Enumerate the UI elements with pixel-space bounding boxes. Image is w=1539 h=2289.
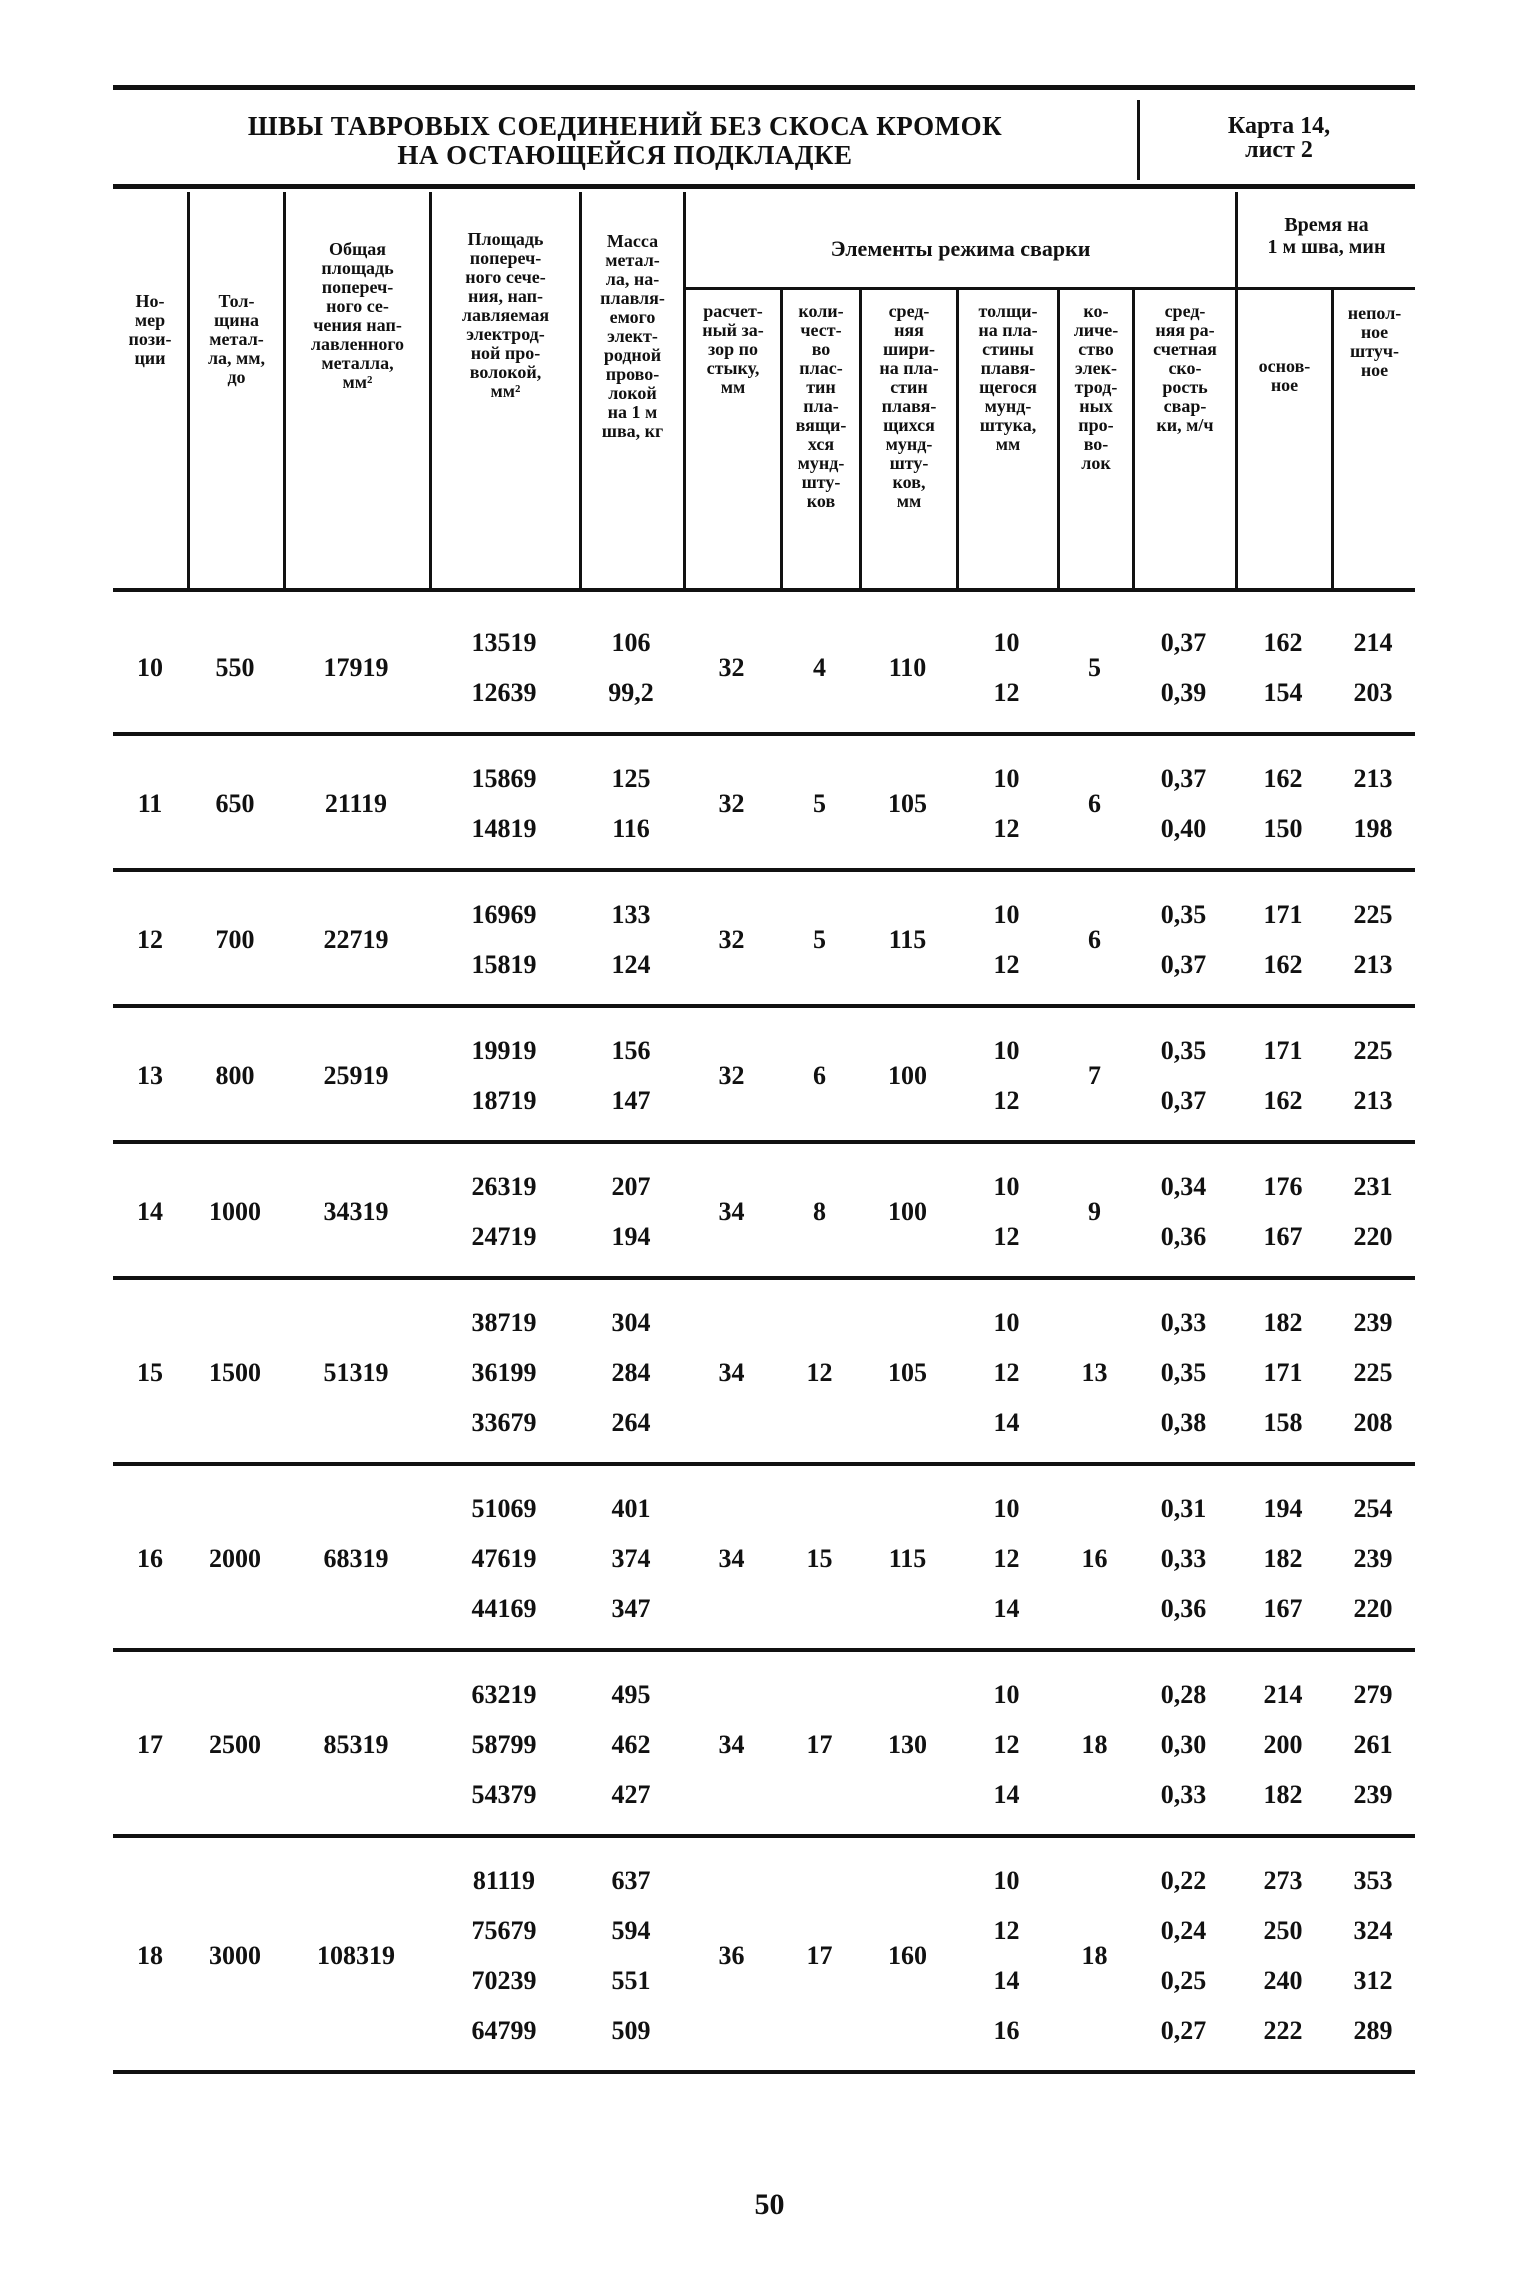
cell-tpiece: 213	[1353, 1086, 1393, 1115]
cell-total: 51319	[323, 1358, 389, 1387]
cell-mass: 106	[611, 628, 651, 657]
cell-thick: 700	[215, 925, 255, 954]
cell-pthick: 10	[993, 1494, 1020, 1523]
cell-gap: 34	[718, 1358, 745, 1387]
cell-mass: 594	[611, 1916, 651, 1945]
table-row	[113, 872, 1415, 1008]
header-mass: Масса метал- ла, на- плавля- емого элект- родной прово- локой на 1 м шва, кг	[600, 232, 665, 441]
cell-wires: 6	[1088, 925, 1101, 954]
cell-area: 18719	[471, 1086, 537, 1115]
cell-pthick: 12	[993, 1730, 1020, 1759]
table-row	[113, 1838, 1415, 2074]
cell-area: 38719	[471, 1308, 537, 1337]
cell-tmain: 222	[1263, 2016, 1303, 2045]
cell-tpiece: 213	[1353, 764, 1393, 793]
header-plate-thickness: толщи- на пла- стины плавя- щегося мунд- штука, мм	[978, 302, 1038, 454]
cell-pthick: 10	[993, 1172, 1020, 1201]
cell-speed: 0,24	[1160, 1916, 1207, 1945]
cell-wires: 18	[1081, 1941, 1108, 1970]
cell-total: 85319	[323, 1730, 389, 1759]
cell-tmain: 240	[1263, 1966, 1303, 1995]
cell-width: 160	[888, 1941, 927, 1970]
title-line-1: ШВЫ ТАВРОВЫХ СОЕДИНЕНИЙ БЕЗ СКОСА КРОМОК	[247, 111, 1003, 141]
cell-pthick: 16	[993, 2016, 1020, 2045]
cell-wires: 18	[1081, 1730, 1108, 1759]
cell-width: 100	[888, 1197, 927, 1226]
header-speed: сред- няя ра- счетная ско- рость свар- ки, м/ч	[1153, 302, 1217, 435]
cell-tpiece: 208	[1353, 1408, 1393, 1437]
cell-tpiece: 220	[1353, 1594, 1393, 1623]
cell-pthick: 14	[993, 1966, 1020, 1995]
cell-tpiece: 214	[1353, 628, 1393, 657]
cell-plates: 8	[813, 1197, 826, 1226]
cell-area: 81119	[472, 1866, 536, 1895]
cell-pos: 18	[137, 1941, 163, 1970]
cell-tmain: 171	[1263, 1358, 1303, 1387]
cell-speed: 0,37	[1160, 950, 1207, 979]
cell-tmain: 162	[1263, 950, 1303, 979]
cell-total: 34319	[323, 1197, 389, 1226]
cell-pthick: 10	[993, 1308, 1020, 1337]
cell-mass: 284	[611, 1358, 651, 1387]
cell-width: 115	[888, 925, 927, 954]
table-row	[113, 736, 1415, 872]
cell-tpiece: 213	[1353, 950, 1393, 979]
cell-speed: 0,37	[1160, 1086, 1207, 1115]
cell-mass: 462	[611, 1730, 651, 1759]
cell-gap: 34	[718, 1730, 745, 1759]
cell-tpiece: 225	[1353, 1036, 1393, 1065]
cell-total: 21119	[324, 789, 388, 818]
cell-pthick: 12	[993, 1358, 1020, 1387]
cell-area: 70239	[471, 1966, 537, 1995]
cell-tmain: 214	[1263, 1680, 1303, 1709]
cell-area: 15869	[471, 764, 537, 793]
cell-tpiece: 312	[1353, 1966, 1393, 1995]
cell-gap: 34	[718, 1197, 745, 1226]
cell-gap: 36	[718, 1941, 745, 1970]
cell-gap: 32	[718, 789, 745, 818]
cell-tmain: 176	[1263, 1172, 1303, 1201]
cell-area: 75679	[471, 1916, 537, 1945]
cell-tmain: 154	[1263, 678, 1303, 707]
cell-mass: 207	[611, 1172, 651, 1201]
cell-area: 14819	[471, 814, 537, 843]
cell-tmain: 171	[1263, 1036, 1303, 1065]
cell-tpiece: 198	[1353, 814, 1393, 843]
cell-width: 110	[888, 653, 927, 682]
cell-gap: 34	[718, 1544, 745, 1573]
cell-plates: 5	[813, 925, 826, 954]
cell-thick: 550	[215, 653, 255, 682]
cell-tmain: 167	[1263, 1222, 1303, 1251]
cell-mass: 133	[611, 900, 651, 929]
cell-plates: 6	[813, 1061, 826, 1090]
cell-pos: 16	[137, 1544, 163, 1573]
table-row	[113, 1652, 1415, 1838]
cell-mass: 116	[612, 814, 650, 843]
cell-wires: 7	[1088, 1061, 1101, 1090]
cell-speed: 0,27	[1160, 2016, 1207, 2045]
cell-thick: 3000	[209, 1941, 261, 1970]
cell-area: 47619	[471, 1544, 537, 1573]
card-reference	[1143, 100, 1415, 180]
cell-pthick: 10	[993, 900, 1020, 929]
cell-area: 15819	[471, 950, 537, 979]
card-number: Карта 14,	[1227, 113, 1331, 139]
cell-mass: 125	[611, 764, 651, 793]
table-header	[113, 192, 1415, 592]
cell-speed: 0,35	[1160, 900, 1207, 929]
cell-pos: 14	[137, 1197, 163, 1226]
cell-pthick: 12	[993, 1916, 1020, 1945]
cell-mass: 156	[611, 1036, 651, 1065]
header-total-area: Общая площадь попереч- ного се- чения нап- лавленного металла, мм²	[310, 240, 405, 392]
cell-tpiece: 239	[1353, 1308, 1393, 1337]
cell-wires: 5	[1088, 653, 1101, 682]
cell-mass: 374	[611, 1544, 651, 1573]
cell-speed: 0,34	[1160, 1172, 1207, 1201]
cell-mass: 264	[611, 1408, 651, 1437]
cell-plates: 5	[813, 789, 826, 818]
cell-plates: 15	[806, 1544, 833, 1573]
cell-tmain: 200	[1263, 1730, 1303, 1759]
cell-pthick: 10	[993, 628, 1020, 657]
cell-width: 105	[888, 1358, 927, 1387]
cell-speed: 0,37	[1160, 628, 1207, 657]
cell-width: 130	[888, 1730, 927, 1759]
cell-tpiece: 261	[1353, 1730, 1393, 1759]
cell-area: 58799	[471, 1730, 537, 1759]
cell-tpiece: 239	[1353, 1544, 1393, 1573]
cell-tpiece: 279	[1353, 1680, 1393, 1709]
cell-plates: 12	[806, 1358, 833, 1387]
cell-speed: 0,33	[1160, 1780, 1207, 1809]
cell-pthick: 12	[993, 1222, 1020, 1251]
cell-gap: 32	[718, 653, 745, 682]
header-thickness: Тол- щина метал- ла, мм, до	[207, 292, 266, 387]
header-time-group: Время на 1 м шва, мин	[1267, 214, 1386, 258]
cell-area: 36199	[471, 1358, 537, 1387]
cell-thick: 1000	[209, 1197, 261, 1226]
cell-speed: 0,31	[1160, 1494, 1207, 1523]
cell-pthick: 14	[993, 1780, 1020, 1809]
cell-tmain: 182	[1263, 1780, 1303, 1809]
cell-mass: 495	[611, 1680, 651, 1709]
cell-speed: 0,35	[1160, 1036, 1207, 1065]
cell-plates: 4	[813, 653, 826, 682]
cell-speed: 0,37	[1160, 764, 1207, 793]
cell-wires: 6	[1088, 789, 1101, 818]
cell-mass: 637	[611, 1866, 651, 1895]
cell-thick: 800	[215, 1061, 255, 1090]
cell-pthick: 14	[993, 1408, 1020, 1437]
cell-speed: 0,33	[1160, 1308, 1207, 1337]
cell-area: 13519	[471, 628, 537, 657]
cell-pos: 15	[137, 1358, 163, 1387]
cell-area: 16969	[471, 900, 537, 929]
cell-speed: 0,33	[1160, 1544, 1207, 1573]
table-title	[113, 100, 1140, 180]
cell-width: 115	[888, 1544, 927, 1573]
header-wire-count: ко- личе- ство элек- трод- ных про- во- лок	[1073, 302, 1119, 473]
cell-pthick: 12	[993, 814, 1020, 843]
cell-width: 105	[888, 789, 927, 818]
cell-wires: 16	[1081, 1544, 1108, 1573]
cell-pthick: 10	[993, 1680, 1020, 1709]
cell-wires: 9	[1088, 1197, 1101, 1226]
table-row	[113, 1280, 1415, 1466]
cell-pthick: 10	[993, 1036, 1020, 1065]
cell-area: 64799	[471, 2016, 537, 2045]
cell-speed: 0,40	[1160, 814, 1207, 843]
cell-pos: 17	[137, 1730, 163, 1759]
cell-total: 17919	[323, 653, 389, 682]
cell-tpiece: 231	[1353, 1172, 1393, 1201]
cell-total: 68319	[323, 1544, 389, 1573]
cell-pos: 13	[137, 1061, 163, 1090]
cell-tpiece: 324	[1353, 1916, 1393, 1945]
cell-area: 63219	[471, 1680, 537, 1709]
cell-area: 54379	[471, 1780, 537, 1809]
table-row	[113, 1144, 1415, 1280]
cell-pos: 11	[137, 789, 163, 818]
cell-speed: 0,25	[1160, 1966, 1207, 1995]
cell-tpiece: 254	[1353, 1494, 1393, 1523]
cell-speed: 0,30	[1160, 1730, 1207, 1759]
cell-mass: 347	[611, 1594, 651, 1623]
cell-thick: 1500	[209, 1358, 261, 1387]
cell-thick: 2500	[209, 1730, 261, 1759]
cell-tpiece: 220	[1353, 1222, 1393, 1251]
cell-width: 100	[888, 1061, 927, 1090]
table-row	[113, 1008, 1415, 1144]
cell-area: 12639	[471, 678, 537, 707]
cell-pos: 12	[137, 925, 163, 954]
cell-tpiece: 239	[1353, 1780, 1393, 1809]
header-plate-width: сред- няя шири- на пла- стин плавя- щихся мунд- шту- ков, мм	[879, 302, 939, 511]
cell-speed: 0,38	[1160, 1408, 1207, 1437]
table-row	[113, 600, 1415, 736]
cell-mass: 304	[611, 1308, 651, 1337]
cell-mass: 147	[611, 1086, 651, 1115]
cell-mass: 194	[611, 1222, 651, 1251]
cell-gap: 32	[718, 925, 745, 954]
cell-tmain: 273	[1263, 1866, 1303, 1895]
cell-tmain: 150	[1263, 814, 1303, 843]
cell-plates: 17	[806, 1730, 833, 1759]
cell-speed: 0,36	[1160, 1594, 1207, 1623]
cell-wires: 13	[1081, 1358, 1108, 1387]
cell-mass: 99,2	[608, 678, 654, 707]
cell-mass: 401	[611, 1494, 651, 1523]
cell-speed: 0,28	[1160, 1680, 1207, 1709]
cell-tpiece: 353	[1353, 1866, 1393, 1895]
cell-tpiece: 225	[1353, 900, 1393, 929]
cell-pthick: 12	[993, 1086, 1020, 1115]
cell-speed: 0,35	[1160, 1358, 1207, 1387]
cell-mass: 124	[611, 950, 651, 979]
cell-mass: 427	[611, 1780, 651, 1809]
cell-tmain: 167	[1263, 1594, 1303, 1623]
cell-area: 19919	[471, 1036, 537, 1065]
header-position: Но- мер пози- ции	[128, 292, 172, 368]
cell-area: 26319	[471, 1172, 537, 1201]
cell-tmain: 182	[1263, 1308, 1303, 1337]
cell-speed: 0,22	[1160, 1866, 1207, 1895]
cell-area: 24719	[471, 1222, 537, 1251]
table-row	[113, 1466, 1415, 1652]
cell-tmain: 162	[1263, 1086, 1303, 1115]
header-welding-group: Элементы режима сварки	[830, 236, 1091, 261]
cell-pthick: 10	[993, 764, 1020, 793]
cell-tmain: 162	[1263, 628, 1303, 657]
cell-mass: 509	[611, 2016, 651, 2045]
cell-area: 33679	[471, 1408, 537, 1437]
cell-pthick: 14	[993, 1594, 1020, 1623]
header-time-piece: непол- ное штуч- ное	[1347, 304, 1402, 380]
page-number: 50	[754, 2188, 785, 2221]
cell-tmain: 171	[1263, 900, 1303, 929]
title-line-2: НА ОСТАЮЩЕЙСЯ ПОДКЛАДКЕ	[397, 140, 853, 170]
cell-pos: 10	[137, 653, 163, 682]
title-block	[113, 85, 1415, 189]
cell-thick: 2000	[209, 1544, 261, 1573]
cell-total: 25919	[323, 1061, 389, 1090]
cell-tpiece: 225	[1353, 1358, 1393, 1387]
cell-plates: 17	[806, 1941, 833, 1970]
header-gap: расчет- ный за- зор по стыку, мм	[702, 302, 764, 397]
cell-mass: 551	[611, 1966, 651, 1995]
cell-area: 44169	[471, 1594, 537, 1623]
cell-total: 108319	[317, 1941, 395, 1970]
header-time-main: основ- ное	[1258, 357, 1311, 395]
cell-gap: 32	[718, 1061, 745, 1090]
cell-pthick: 10	[993, 1866, 1020, 1895]
cell-pthick: 12	[993, 950, 1020, 979]
cell-tmain: 158	[1263, 1408, 1303, 1437]
cell-area: 51069	[471, 1494, 537, 1523]
cell-tmain: 182	[1263, 1544, 1303, 1573]
cell-speed: 0,39	[1160, 678, 1207, 707]
cell-thick: 650	[215, 789, 255, 818]
cell-total: 22719	[323, 925, 389, 954]
cell-speed: 0,36	[1160, 1222, 1207, 1251]
header-plate-count: коли- чест- во плас- тин пла- вящи- хся мунд- шту- ков	[795, 302, 847, 511]
cell-tmain: 194	[1263, 1494, 1303, 1523]
cell-tpiece: 203	[1353, 678, 1393, 707]
cell-tmain: 250	[1263, 1916, 1303, 1945]
cell-pthick: 12	[993, 1544, 1020, 1573]
sheet-number: лист 2	[1245, 137, 1313, 163]
cell-tpiece: 289	[1353, 2016, 1393, 2045]
header-electrode-area: Площадь попереч- ного сече- ния, нап- лавляемая электрод- ной про- волокой, мм²	[461, 230, 550, 401]
cell-tmain: 162	[1263, 764, 1303, 793]
cell-pthick: 12	[993, 678, 1020, 707]
